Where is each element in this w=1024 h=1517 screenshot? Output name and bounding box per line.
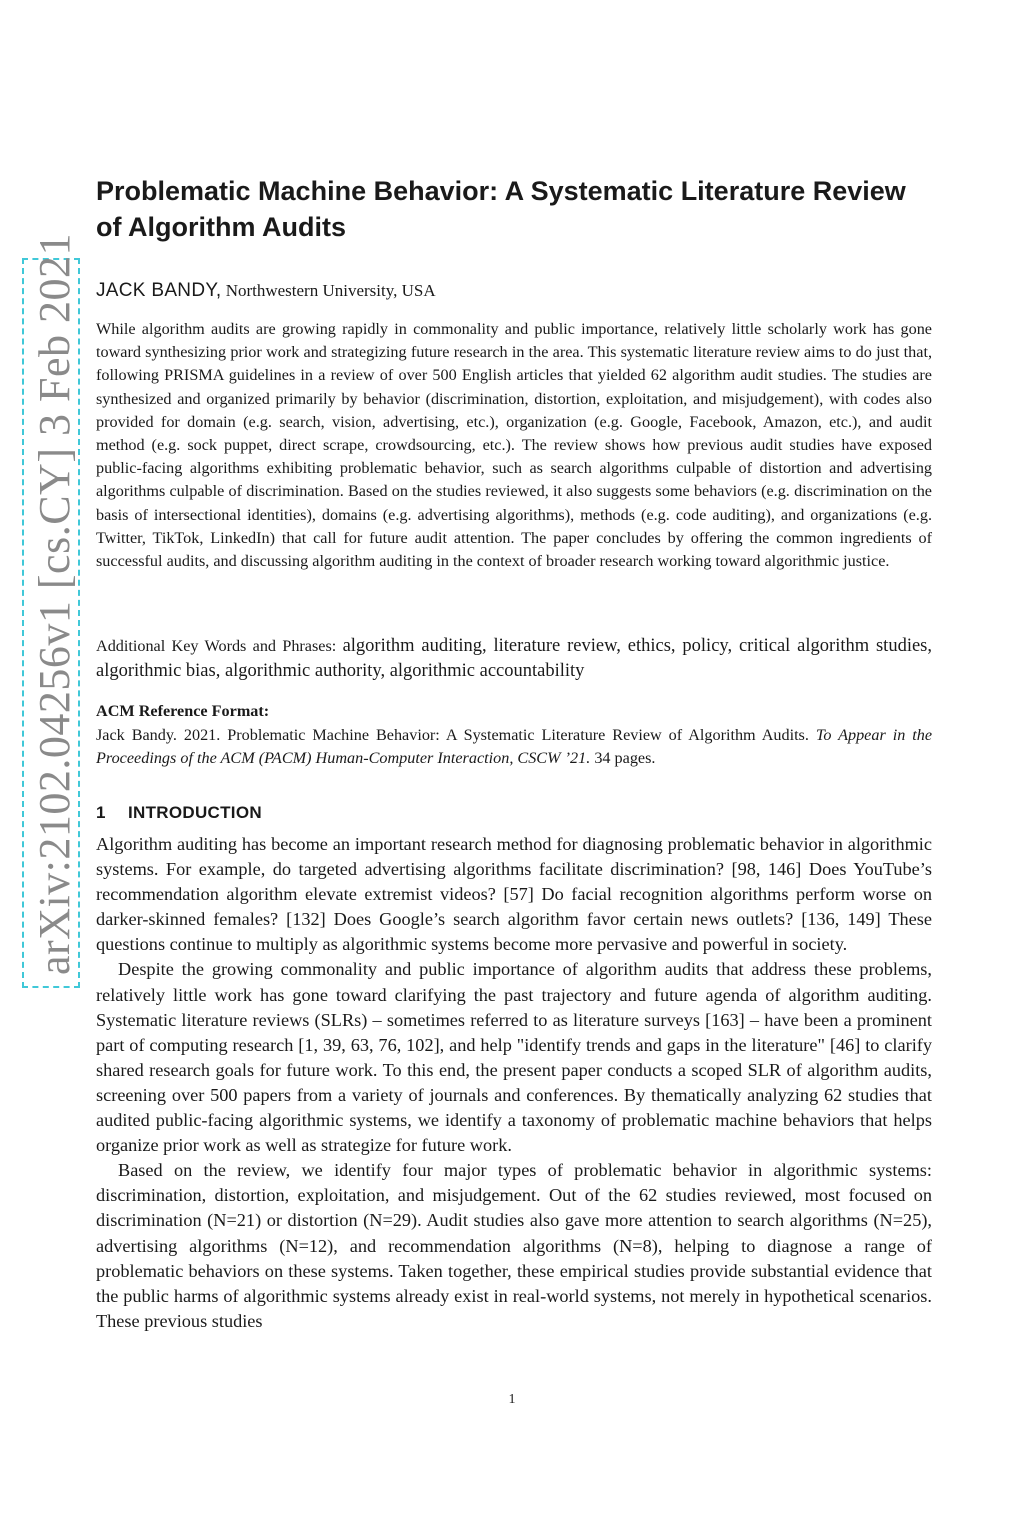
acm-reference-pages: 34 pages. — [594, 749, 656, 767]
paragraph: Despite the growing commonality and public importance of algorithm audits that address these problems, relatively little work has gone toward clarifying the past trajectory and future agenda of algorithm auditing. Systematic literature reviews (SLRs) – sometimes referred to as literature surveys [163] – have been a prominent part of computing research [1, 39, 63, 76, 102], and help "identify trends and gaps in the literature" [46] to clarify shared research goals for future work. To this end, the present paper conducts a scoped SLR of algorithm audits, screening over 500 papers from a variety of journals and conferences. By thematically analyzing 62 studies that audited public-facing algorithmic systems, we identify a taxonomy of problematic machine behaviors that helps organize prior work as well as strategize for future work. — [96, 959, 932, 1156]
acm-reference-heading: ACM Reference Format: — [96, 702, 270, 720]
keywords-label: Additional Key Words and Phrases: — [96, 637, 337, 655]
paper-title: Problematic Machine Behavior: A Systematic Literature Review of Algorithm Audits — [96, 176, 906, 242]
paragraph: Based on the review, we identify four major types of problematic behavior in algorithmic systems: discrimination, distortion, exploitation, and misjudgement. Out of the 62 studies reviewed, most focused on discrimination (N=21) or distortion (N=29). Audit studies also gave more attention to search algorithms (N=25), advertising algorithms (N=12), and recommendation algorithms (N=8), helping to diagnose a range of problematic behaviors on these systems. Taken together, these empirical studies provide substantial evidence that the public harms of algorithmic systems already exist in real-world systems, not merely in hypothetical scenarios. These previous studies — [96, 1160, 932, 1331]
page-number: 1 — [508, 1392, 516, 1407]
body-text — [96, 832, 932, 1334]
section-title: INTRODUCTION — [128, 803, 262, 822]
keywords-list: algorithm auditing, literature review, ethics, policy, critical algorithm studies, algorithmic bias, algorithmic authority, algorithmic accountability — [96, 636, 932, 681]
paragraph: Algorithm auditing has become an important research method for diagnosing problematic behavior in algorithmic systems. For example, do targeted advertising algorithms facilitate discrimination? [98, 146] Does YouTube’s recommendation algorithm elevate extremist videos? [57] Do facial recognition algorithms perform worse on darker-skinned females? [132] Does Google’s search algorithm favor certain news outlets? [136, 149] These questions continue to multiply as algorithmic systems become more pervasive and powerful in society. — [96, 834, 932, 955]
section-number: 1 — [96, 803, 106, 822]
abstract: While algorithm audits are growing rapidly in commonality and public importance, relatively little scholarly work has gone toward synthesizing prior work and strategizing future research in the area. This systematic literature review aims to do just that, following PRISMA guidelines in a review of over 500 English articles that yielded 62 algorithm audit studies. The studies are synthesized and organized primarily by behavior (discrimination, distortion, exploitation, and misjudgement), with codes also provided for domain (e.g. search, vision, advertising, etc.), organization (e.g. Google, Facebook, Amazon, etc.), and audit method (e.g. sock puppet, direct scrape, crowdsourcing, etc.). The review shows how previous audit studies have exposed public-facing algorithms exhibiting problematic behavior, such as search algorithms culpable of distortion and advertising algorithms culpable of discrimination. Based on the studies reviewed, it also suggests some behaviors (e.g. discrimination on the basis of intersectional identities), domains (e.g. advertising algorithms), methods (e.g. code auditing), and organizations (e.g. Twitter, TikTok, LinkedIn) that call for future audit attention. The paper concludes by offering the common ingredients of successful audits, and discussing algorithm auditing in the context of broader research working toward algorithmic justice. — [96, 320, 932, 571]
acm-reference — [96, 700, 932, 771]
arxiv-identifier: arXiv:2102.04256v1 [cs.CY] 3 Feb 2021 — [30, 233, 79, 975]
acm-reference-text: Jack Bandy. 2021. Problematic Machine Behavior: A Systematic Literature Review of Algorithm Audits. — [96, 725, 809, 744]
section-heading — [96, 803, 932, 823]
acm-reference-venue: To Appear in the Proceedings of the ACM (PACM) Human-Computer Interaction, CSCW ’21. — [96, 725, 933, 767]
author-name: JACK BANDY, — [96, 280, 222, 301]
acm-reference-body — [96, 724, 932, 771]
author-affiliation: Northwestern University, USA — [225, 281, 436, 300]
author-line — [96, 280, 932, 302]
keywords — [96, 634, 932, 684]
